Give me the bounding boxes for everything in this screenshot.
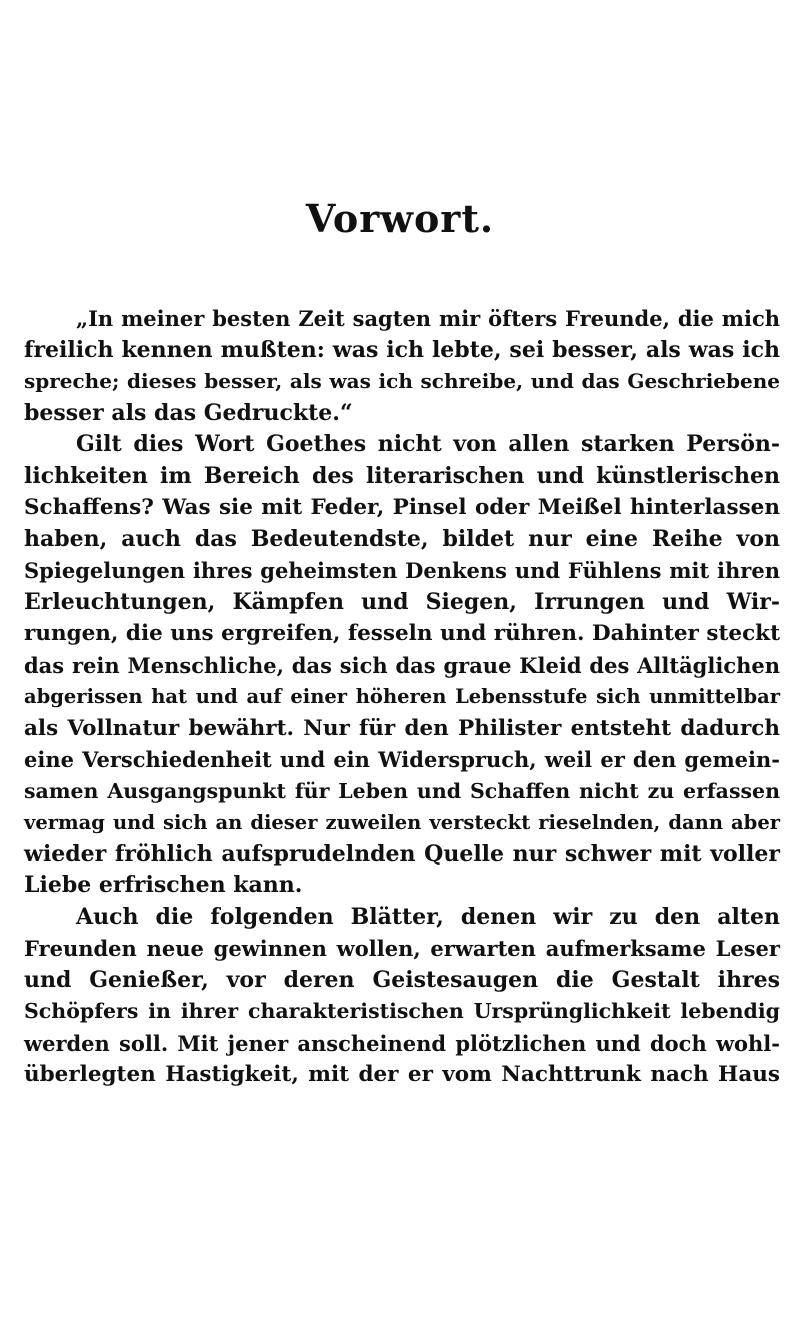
page-title: Vorwort.: [305, 196, 495, 241]
text-line: abgerissen hat und auf einer höheren Lebensstufe sich unmittelbar: [24, 685, 780, 708]
text-line: rungen, die uns ergreifen, fesseln und rühren. Dahinter steckt: [24, 621, 781, 646]
text-line: werden soll. Mit jener anscheinend plötzlichen und doch wohl-: [24, 1030, 780, 1056]
text-line: überlegten Hastigkeit, mit der er vom Nachttrunk nach Haus: [24, 1062, 780, 1087]
text-line: Schöpfers in ihrer charakteristischen Ursprünglichkeit lebendig: [24, 999, 780, 1023]
text-line: eine Verschiedenheit und ein Widerspruch, weil er den gemein-: [24, 747, 780, 772]
text-line: „In meiner besten Zeit sagten mir öfters Freunde, die mich: [76, 306, 780, 331]
text-line: vermag und sich an dieser zuweilen versteckt rieselnden, dann aber: [24, 811, 780, 834]
text-line: samen Ausgangspunkt für Leben und Schaffen nicht zu erfassen: [24, 778, 780, 803]
text-line: haben, auch das Bedeutendste, bildet nur eine Reihe von: [24, 525, 780, 552]
text-line: Spiegelungen ihres geheimsten Denkens und Fühlens mit ihren: [24, 558, 780, 583]
text-line: als Vollnatur bewährt. Nur für den Philister entsteht dadurch: [24, 715, 780, 741]
text-line: Erleuchtungen, Kämpfen und Siegen, Irrungen und Wir-: [24, 588, 780, 615]
text-line: besser als das Gedruckte.“: [24, 399, 353, 426]
text-line: spreche; dieses besser, als was ich schreibe, und das Geschriebene: [24, 369, 780, 393]
text-line: und Genießer, vor deren Geistesaugen die Gestalt ihres: [24, 966, 780, 993]
text-line: Liebe erfrischen kann.: [24, 872, 303, 898]
text-line: Schaffens? Was sie mit Feder, Pinsel oder Meißel hinterlassen: [24, 495, 780, 520]
text-line: wieder fröhlich aufsprudelnden Quelle nur schwer mit voller: [24, 840, 780, 867]
text-line: freilich kennen mußten: was ich lebte, sei besser, als was ich: [24, 336, 780, 363]
body-text: [24, 303, 780, 1091]
text-line: lichkeiten im Bereich des literarischen und künstlerischen: [24, 462, 780, 489]
text-line: Auch die folgenden Blätter, denen wir zu den alten: [76, 903, 780, 930]
text-line: Freunden neue gewinnen wollen, erwarten aufmerksame Leser: [24, 936, 780, 961]
text-line: Gilt dies Wort Goethes nicht von allen starken Persön-: [76, 431, 780, 457]
text-line: das rein Menschliche, das sich das graue Kleid des Alltäglichen: [24, 652, 780, 678]
